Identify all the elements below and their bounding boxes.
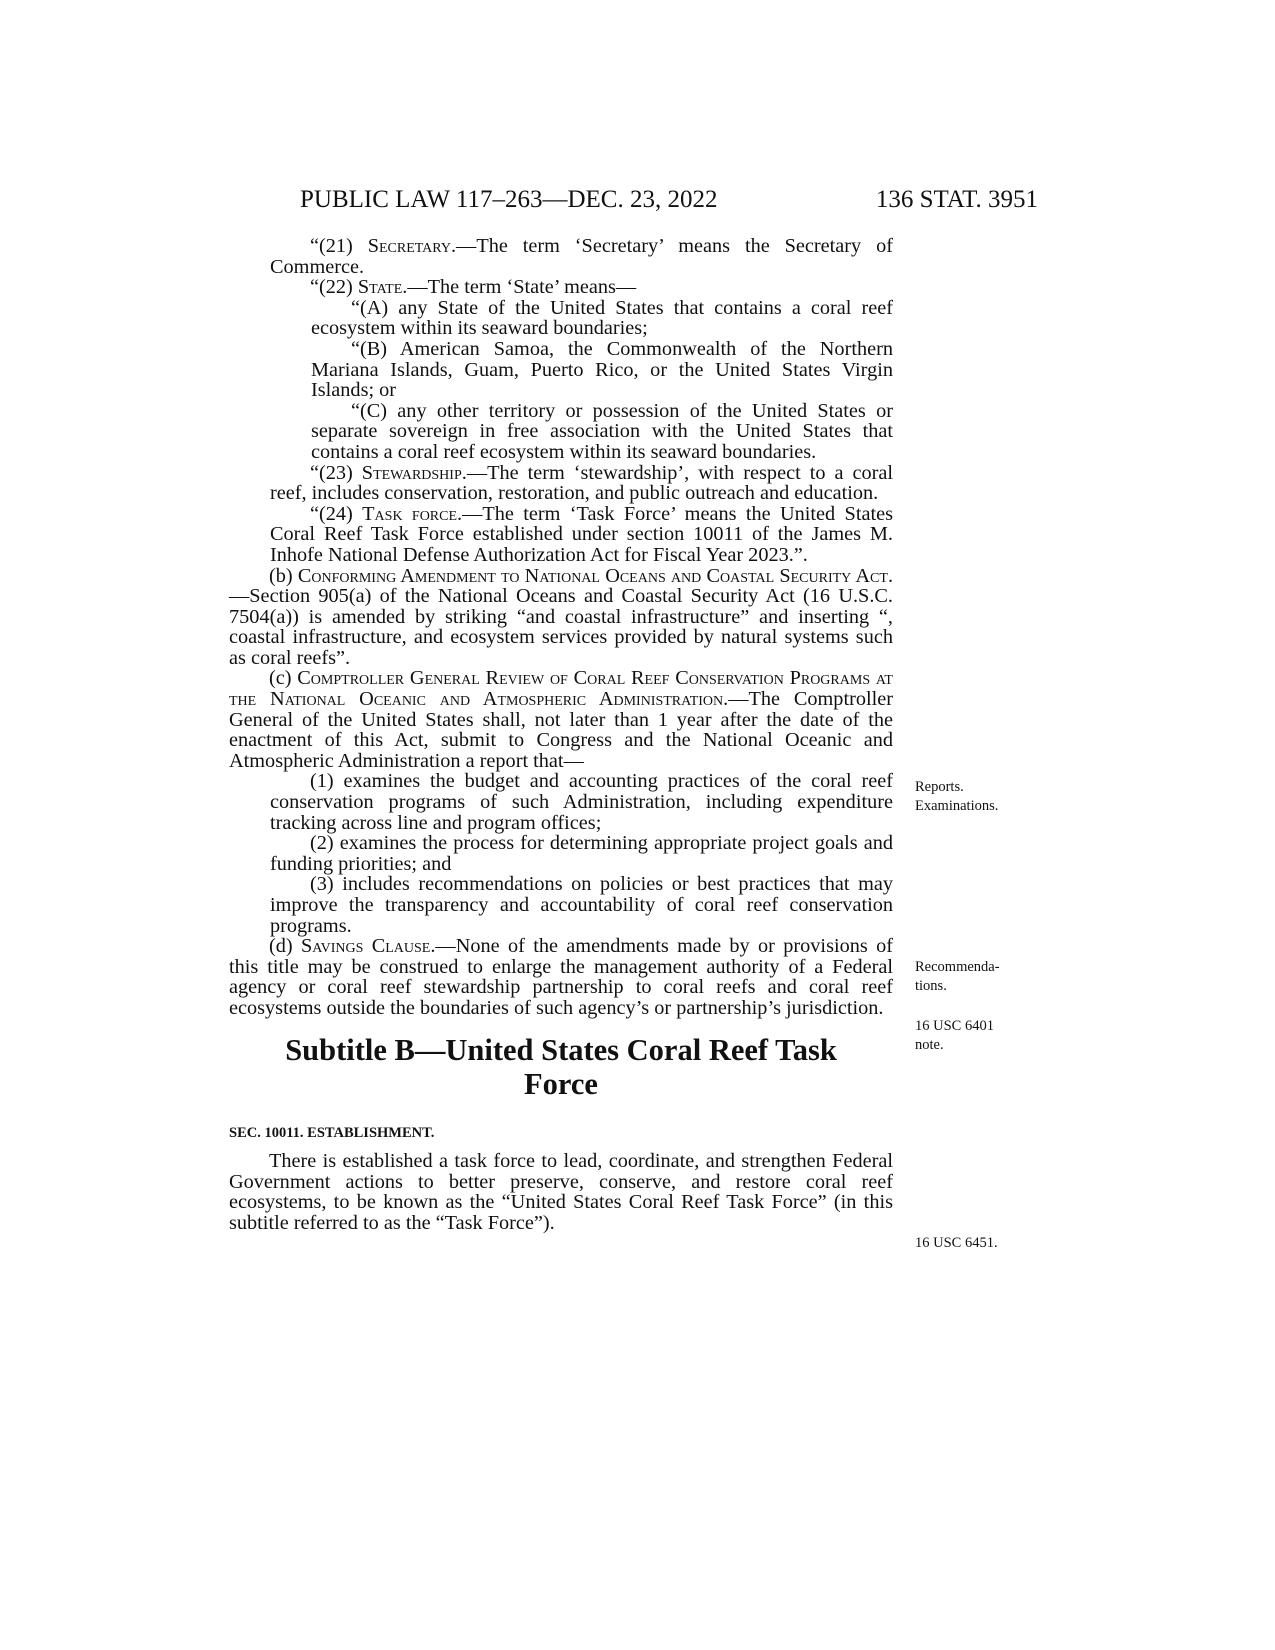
para-lead: (b) bbox=[269, 564, 298, 587]
paragraph-22-state bbox=[229, 277, 893, 298]
subsection-b-conforming-amendment bbox=[229, 566, 893, 669]
public-law-citation: PUBLIC LAW 117–263—DEC. 23, 2022 bbox=[300, 186, 718, 213]
para-text: .—None of the amendments made by or provisions of this title may be construed to enlarge the management authority of a Federal agency or coral reef stewardship partnership to coral reefs and coral reef ecosystems outside the boundaries of such agency’s or partnership’s jurisdiction. bbox=[229, 935, 894, 1019]
subsection-heading: Comptroller General Review of Coral Reef Conservation Programs at the National Oceanic and Atmospheric Administration bbox=[229, 667, 893, 711]
defined-term: Stewardship bbox=[361, 461, 462, 484]
para-text: .—The term ‘stewardship’, with respect to a coral reef, includes conservation, restoration, and public outreach and education. bbox=[270, 461, 893, 505]
margin-note-line: Examinations. bbox=[915, 798, 999, 814]
paragraph-23-stewardship bbox=[229, 463, 893, 504]
margin-note-line: note. bbox=[915, 1037, 944, 1053]
stat-page-number: 136 STAT. 3951 bbox=[875, 186, 1038, 213]
para-lead: “(22) bbox=[310, 276, 358, 299]
margin-note-line: tions. bbox=[915, 978, 947, 994]
page-header bbox=[300, 186, 1038, 222]
margin-note-line: 16 USC 6401 bbox=[915, 1018, 994, 1034]
paragraph-c1: (1) examines the budget and accounting practices of the coral reef conservation programs of such Administration, including expenditure tracking across line and program offices; bbox=[270, 770, 893, 834]
paragraph-c3: (3) includes recommendations on policies or best practices that may improve the transparency and accountability of coral reef conservation programs. bbox=[270, 873, 893, 937]
para-lead: “(24) bbox=[310, 502, 363, 525]
subparagraph-22c: “(C) any other territory or possession of the United States or separate sovereign in free association with the United States that contains a coral reef ecosystem within its seaward boundaries. bbox=[311, 399, 893, 463]
margin-note-usc-6401 bbox=[915, 1017, 1035, 1055]
defined-term: Secretary bbox=[367, 235, 451, 257]
para-text: .—The term ‘Task Force’ means the United States Coral Reef Task Force established under section 10011 of the James M. Inhofe National Defense Authorization Act for Fiscal Year 2023.”. bbox=[270, 502, 893, 566]
section-10011-text: There is established a task force to lead, coordinate, and strengthen Federal Government actions to better preserve, conserve, and restore coral reef ecosystems, to be known as the “United States Coral Reef Task Force” (in this subtitle referred to as the “Task Force”). bbox=[229, 1150, 893, 1234]
para-lead: (d) bbox=[269, 935, 301, 958]
margin-note-reports bbox=[915, 778, 1035, 816]
margin-note-usc-6451: 16 USC 6451. bbox=[915, 1235, 998, 1251]
paragraph-24-task-force bbox=[229, 504, 893, 566]
para-lead: “(23) bbox=[310, 461, 362, 484]
margin-note-recommendations bbox=[915, 958, 1035, 996]
para-text: .—The term ‘Secretary’ means the Secretary of Commerce. bbox=[270, 235, 893, 278]
subparagraph-22b: “(B) American Samoa, the Commonwealth of the Northern Mariana Islands, Guam, Puerto Rico, or the United States Virgin Islands; or bbox=[311, 337, 893, 402]
margin-note-line: Reports. bbox=[915, 779, 964, 795]
subsection-heading: Conforming Amendment to National Oceans and Coastal Security Act bbox=[297, 564, 888, 587]
section-heading: SEC. 10011. ESTABLISHMENT. bbox=[229, 1124, 435, 1141]
defined-term: State bbox=[357, 276, 403, 299]
subtitle-heading: Subtitle B—United States Coral Reef Task Force bbox=[285, 1032, 837, 1101]
paragraph-c2: (2) examines the process for determining appropriate project goals and funding priorities; and bbox=[270, 832, 893, 875]
subparagraph-22a: “(A) any State of the United States that contains a coral reef ecosystem within its seaward boundaries; bbox=[311, 296, 893, 340]
subsection-heading: Savings Clause bbox=[301, 935, 431, 958]
subsection-d-savings-clause bbox=[229, 936, 893, 1018]
paragraph-21-secretary bbox=[229, 236, 893, 277]
para-lead: (c) bbox=[269, 667, 298, 690]
para-text: .—Section 905(a) of the National Oceans and Coastal Security Act (16 U.S.C. 7504(a)) is amended by striking “and coastal infrastructure” and inserting “, coastal infrastructure, and ecosystem services provided by natural systems such as coral reefs”. bbox=[229, 564, 894, 669]
body-text bbox=[229, 236, 893, 1234]
para-text: .—The term ‘State’ means— bbox=[402, 276, 637, 299]
defined-term: Task force bbox=[362, 502, 458, 525]
margin-note-line: Recommenda- bbox=[915, 959, 1000, 975]
para-text: .—The Comptroller General of the United States shall, not later than 1 year after the date of the enactment of this Act, submit to Congress and the National Oceanic and Atmospheric Administration a report that— bbox=[229, 688, 894, 772]
para-lead: “(21) bbox=[310, 235, 368, 257]
subsection-c-comptroller-review bbox=[229, 668, 893, 771]
